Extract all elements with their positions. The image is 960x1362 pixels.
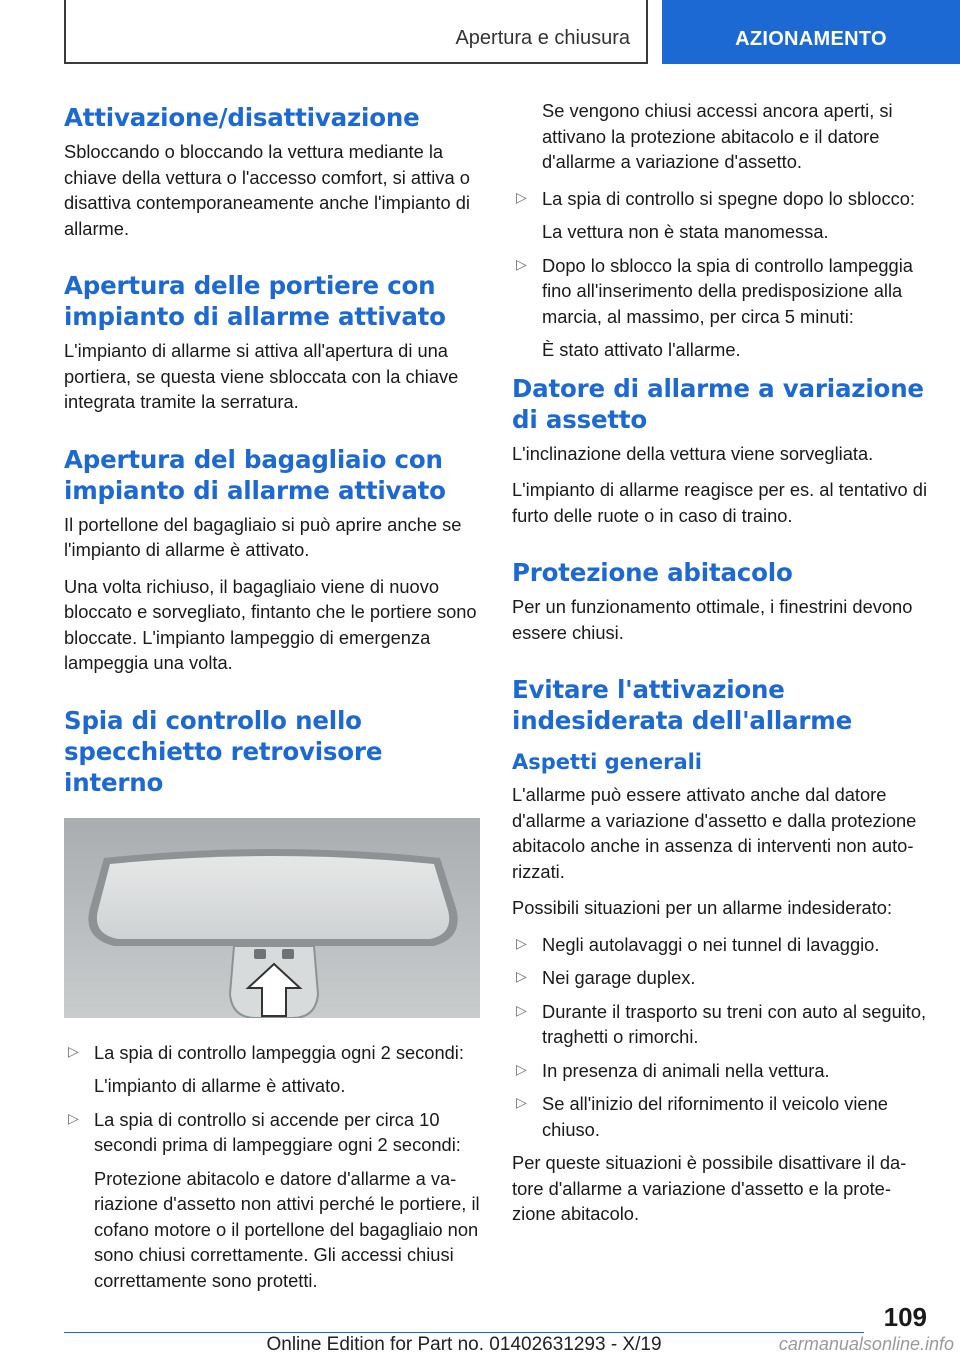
paragraph: L'allarme può essere attivato anche dal datore d'allarme a variazione d'assetto e dalla protezione abitacolo anche in assenza di interventi non autorizzati.	[512, 784, 917, 882]
page-header	[0, 0, 960, 68]
bullet-triangle-icon: ▷	[68, 1042, 79, 1059]
paragraph: Una volta richiuso, il bagagliaio viene di nuovo bloccato e sorvegliato, fintanto che le portiere sono bloccate. L'impianto lampeggio di emergenza lampeggia una volta.	[64, 575, 477, 673]
situations-list	[512, 932, 928, 1143]
list-item: ▷ La spia di controllo si accende per circa 10 secondi prima di lampeggiare ogni 2 secondi: Protezione abitacolo e datore d'allarme a variazione d'assetto non attivi perché le portiere, il cofano motore o il portellone del bagagliaio non sono chiusi correttamente. Gli accessi chiusi correttamente sono protetti.	[68, 1108, 480, 1291]
bullet-triangle-icon: ▷	[516, 1060, 527, 1077]
indicator-list	[512, 186, 928, 363]
paragraph: L'impianto di allarme si attiva all'apertura di una portiera, se questa viene sbloccata con la chiave integrata tramite la serratura.	[64, 340, 459, 412]
list-item: ▷ Nei garage duplex.	[516, 967, 696, 988]
left-column	[64, 96, 484, 1301]
bullet-triangle-icon: ▷	[516, 968, 527, 984]
list-item: ▷ La spia di controllo lampeggia ogni 2 secondi: L'impianto di allarme è attivato.	[68, 1041, 464, 1096]
paragraph: L'inclinazione della vettura viene sorvegliata.	[512, 442, 874, 464]
bullet-triangle-icon: ▷	[68, 1109, 79, 1126]
heading-evitare-attivazione: Evitare l'attivazione indesiderata dell'allarme	[512, 675, 853, 735]
list-item: ▷ Se all'inizio del rifornimento il veicolo viene chiuso.	[516, 1093, 888, 1140]
section-title: Apertura e chiusura	[455, 27, 630, 49]
heading-apertura-bagagliaio: Apertura del bagagliaio con impianto di allarme attivato	[64, 444, 446, 505]
chapter-tab	[662, 0, 960, 64]
footer-edition: Online Edition for Part no. 01402631293 - X/19	[266, 1334, 662, 1355]
paragraph: L'impianto di allarme reagisce per es. al tentativo di furto delle ruote o in caso di traino.	[512, 479, 928, 526]
heading-attivazione: Attivazione/disattivazione	[64, 103, 420, 132]
list-item: ▷ Durante il trasporto su treni con auto al seguito, traghetti o rimorchi.	[516, 1000, 927, 1047]
paragraph: Possibili situazioni per un allarme indesiderato:	[512, 897, 893, 918]
list-item: ▷ In presenza di animali nella vettura.	[516, 1059, 830, 1081]
paragraph: Sbloccando o bloccando la vettura mediante la chiave della vettura o l'accesso comfort, si attiva o disattiva contemporaneamente anche l'impianto di allarme.	[64, 141, 470, 239]
bullet-triangle-icon: ▷	[516, 255, 527, 272]
list-item: ▷ Dopo lo sblocco la spia di controllo lampeggia fino all'inserimento della predisposizione alla marcia, al massimo, per circa 5 minuti: È stato attivato l'allarme.	[516, 254, 913, 360]
mirror-illustration	[64, 818, 480, 1018]
subheading-aspetti-generali: Aspetti generali	[512, 750, 703, 774]
page-number: 109	[883, 1302, 927, 1332]
bullet-triangle-icon: ▷	[516, 1094, 527, 1110]
paragraph: Il portellone del bagagliaio si può aprire anche se l'impianto di allarme è attivato.	[64, 513, 462, 560]
section-tab	[64, 0, 648, 64]
heading-datore-allarme: Datore di allarme a variazione di assetto	[512, 373, 924, 434]
chapter-title: AZIONAMENTO	[735, 28, 887, 50]
list-item: ▷ La spia di controllo si spegne dopo lo sblocco: La vettura non è stata manomessa.	[516, 187, 915, 242]
bullet-triangle-icon: ▷	[516, 934, 527, 951]
bullet-triangle-icon: ▷	[516, 188, 527, 205]
heading-protezione-abitacolo: Protezione abitacolo	[512, 558, 793, 587]
footer-divider	[64, 1332, 864, 1333]
list-item: ▷ Negli autolavaggi o nei tunnel di lavaggio.	[516, 933, 880, 955]
paragraph: Per un funzionamento ottimale, i finestrini devono essere chiusi.	[512, 596, 913, 643]
bullet-triangle-icon: ▷	[516, 1001, 527, 1018]
heading-apertura-portiere: Apertura delle portiere con impianto di allarme attivato	[64, 271, 446, 331]
watermark: carmanualsonline.info	[778, 1334, 954, 1354]
heading-spia-controllo: Spia di controllo nello specchietto retrovisore interno	[64, 705, 383, 797]
right-column	[512, 98, 928, 1238]
paragraph: Per queste situazioni è possibile disattivare il datore d'allarme a variazione d'assetto e la protezione abitacolo.	[512, 1152, 907, 1224]
indicator-list	[64, 1040, 484, 1294]
paragraph: Se vengono chiusi accessi ancora aperti, si attivano la protezione abitacolo e il datore d'allarme a variazione d'assetto.	[542, 100, 893, 172]
